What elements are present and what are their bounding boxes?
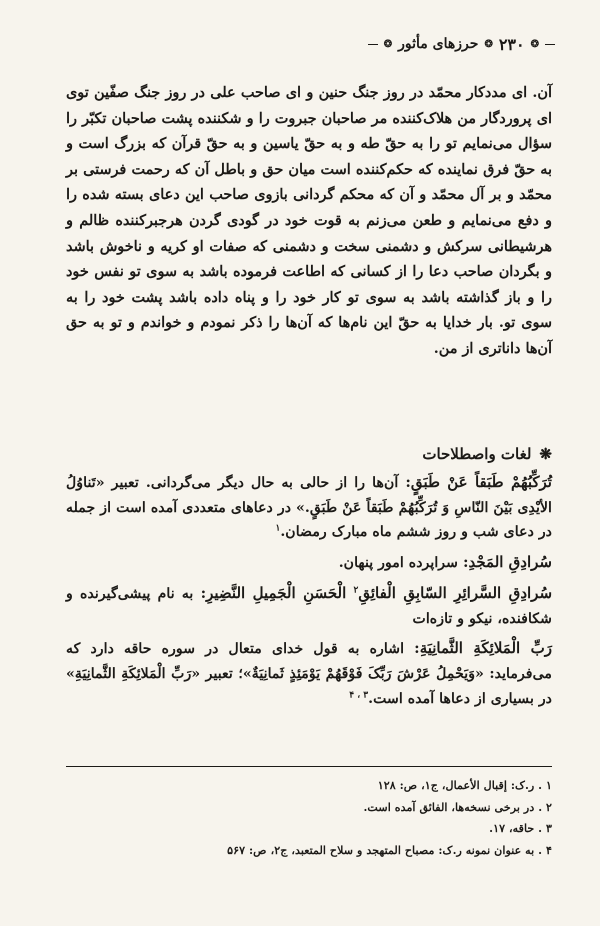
footnote: ۳ . حاقه، ۱۷.: [489, 821, 552, 835]
main-text: [66, 80, 552, 362]
footnote: ۲ . در برخی نسخه‌ها، الفائق آمده است.: [363, 799, 552, 814]
footnote-ref: ۲: [353, 585, 359, 596]
section-heading-text: لغات واصطلاحات: [422, 445, 532, 463]
glossary-term: سُرادِقِ المَجْدِ:: [462, 553, 552, 572]
footnote: ۱ . ر.ک: إقبال الأعمال، ج۱، ص: ۱۲۸: [377, 778, 552, 792]
body-paragraph: آن. ای مددکار محمّد در روز جنگ حنین و ای صاحب علی در روز جنگ صفّین توی ای پروردگار من هلاک‌کننده مر صاحبان جبروت را و شکننده پشت صاحبان تکبّر را سؤال می‌نمایم تو را به حقّ طه و به حقّ یاسین و به حقّ قرآن که بزرگ است و به حقّ فرق نماینده که حکم‌کننده است میان حق و باطل آن که رحمت فرستی بر محمّد و بر آل محمّد و آن که محکم گردانی بازوی صاحب این دعای بسته شده را و دفع می‌نمایم و طعن می‌زنم به قوت خود در گودی گردن هرجبرکننده ظالم و هرشیطانی سرکش و دشمنی سخت و دشمنی که صفات او کریه و ناخوش باشد و بگردان صاحب دعا را از کسانی که اطاعت فرموده باشد به سوی تو نفس خود را و باز گذاشته باشد به سوی تو کار خود را و پناه داده باشد پشت خود را به سوی تو. بار خدایا به حقّ این نام‌ها که آن‌ها را ذکر نمودم و خواندم و تو به حق آن‌ها داناتری از من.: [66, 84, 552, 357]
ornament-icon: ❂: [530, 38, 539, 50]
running-head: [325, 30, 555, 58]
page-number: ۲۳۰: [498, 34, 525, 54]
glossary-list: [66, 470, 552, 716]
book-title: حرزهای مأثور: [398, 36, 479, 52]
asterisk-icon: ❋: [539, 445, 552, 463]
glossary-term: رَبِّ الْمَلائِکَةِ الثَّمانِیَةِ:: [414, 639, 552, 658]
glossary-term-continued: الْحَسَنِ الْجَمِیلِ النَّضِیرِ:: [200, 583, 347, 602]
glossary-definition: آن‌ها را از حالی به حال دیگر می‌گردانی. تعبیر «تَناوُلُ الأیْدِی بَیْنَ النّاسِ وَ تُرَکِّبُهُمْ طَبَقاً عَنْ طَبَقٍ.» در دعاهای متعددی آمده است از جمله در دعای شب و روز ششم ماه مبارک رمضان.: [66, 475, 552, 541]
glossary-term: تُرَکِّبُهُمْ طَبَقاً عَنْ طَبَقٍ:: [405, 473, 552, 491]
ornament-icon: ❂: [383, 38, 393, 50]
glossary-term: سُرادِقِ السَّرائِرِ السّابِقِ الْفائِقِ: [358, 583, 553, 602]
ornament-icon: ❂: [484, 38, 493, 50]
glossary-entry: [66, 581, 552, 631]
glossary-definition: به نام پیشی‌گیرنده و شکافنده، نیکو و تازه‌ات: [66, 585, 552, 627]
footnote: ۴ . به عنوان نمونه ر.ک: مصباح المتهجد و سلاح المتعبد، ج۲، ص: ۵۶۷: [227, 842, 552, 857]
glossary-entry: [66, 636, 552, 711]
section-heading: [422, 445, 552, 463]
ornament-right-dash: [368, 44, 378, 45]
footnote-divider: [66, 766, 552, 767]
glossary-definition: اشاره به قول خدای متعال در سوره حاقه دارد که می‌فرماید: «وَیَحْمِلُ عَرْشَ رَبِّکَ فَوْقَهُمْ یَوْمَئِذٍ ثَمانِیَةٌ»؛ تعبیر «رَبِّ الْمَلائِکَةِ الثَّمانِیَةِ» در بسیاری از دعاها آمده است.: [66, 641, 552, 707]
ornament-left-dash: [545, 44, 555, 45]
glossary-entry: [66, 470, 552, 545]
glossary-entry: [66, 550, 552, 576]
footnote-ref: ۳ ، ۴: [349, 689, 369, 700]
footnote-ref: ۱: [275, 523, 281, 534]
glossary-definition: سراپرده امور پنهان.: [338, 555, 458, 572]
footnotes: [66, 775, 552, 861]
